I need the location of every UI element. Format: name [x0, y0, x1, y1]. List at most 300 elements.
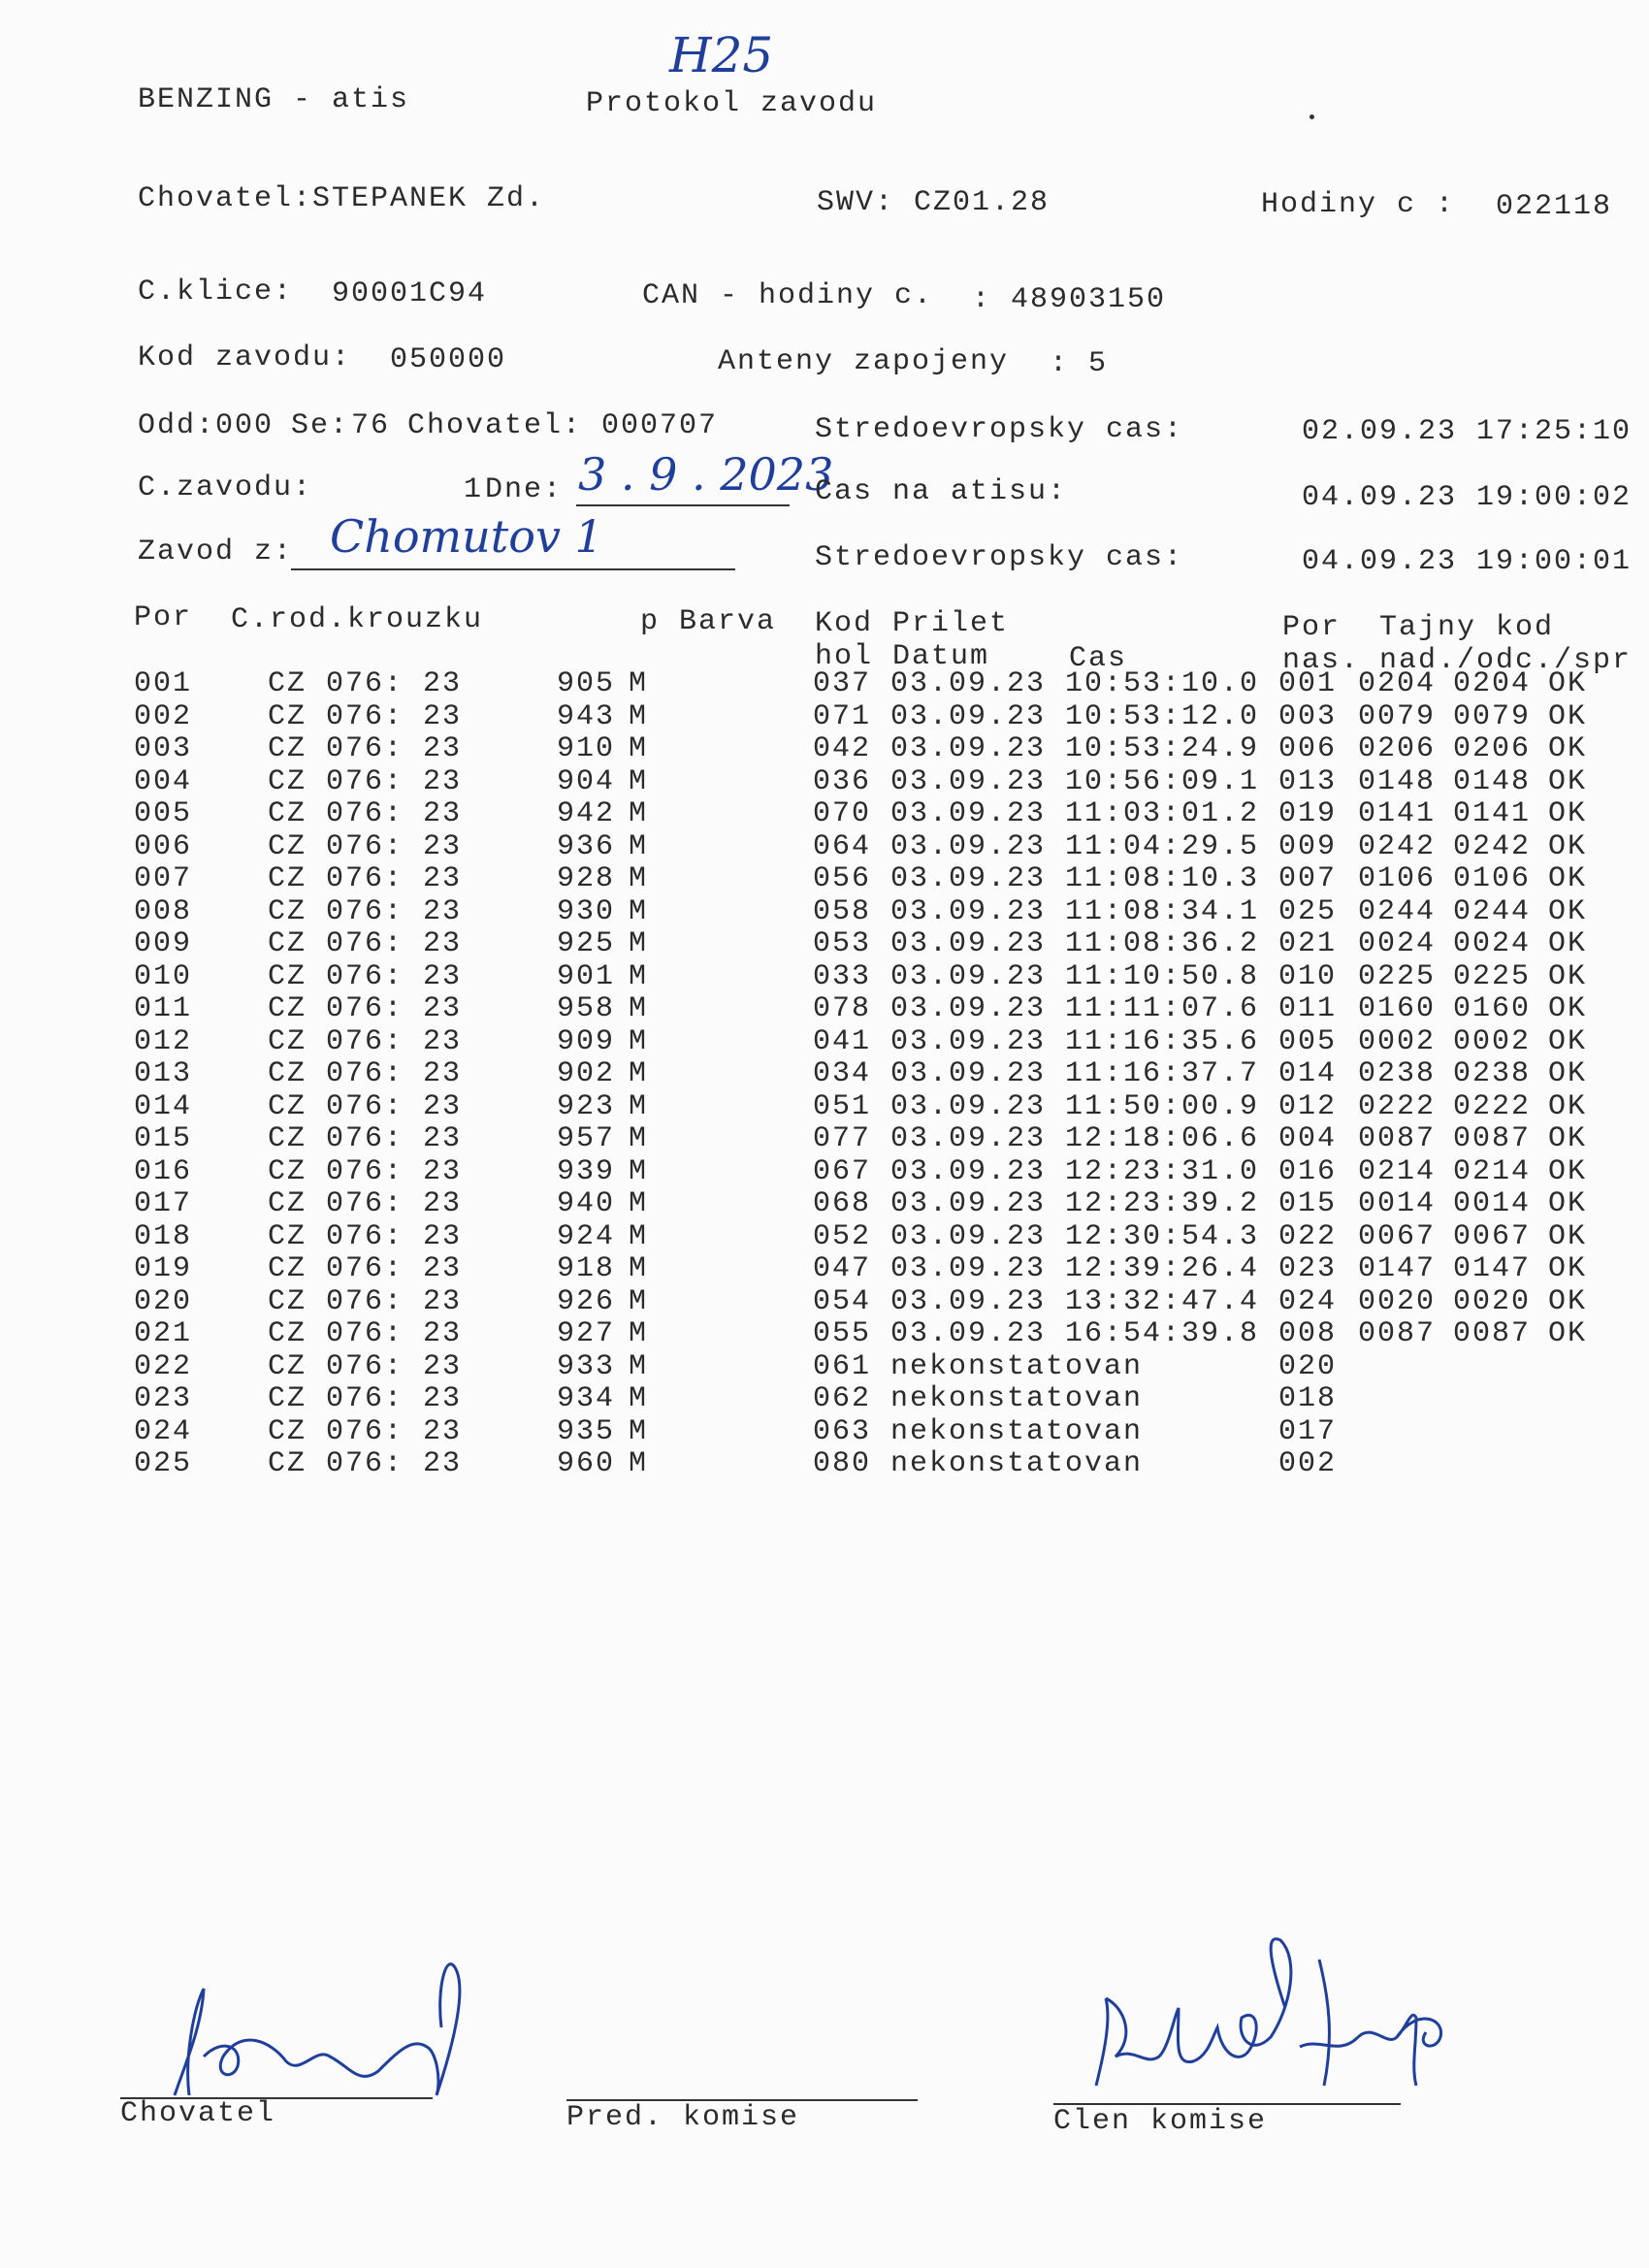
row-secret-2: 0024 [1453, 927, 1532, 960]
row-date: 03.09.23 [890, 1122, 1047, 1155]
table-row [0, 1415, 1649, 1448]
row-secret-2: 0067 [1453, 1219, 1532, 1253]
row-secret-1: 0242 [1358, 829, 1437, 863]
row-sex: M [629, 1317, 649, 1350]
row-status: OK [1548, 1284, 1588, 1318]
row-ring: CZ 076: 23 [268, 699, 463, 733]
row-ring-number: 943 [557, 699, 616, 733]
breeder-label: Chovatel: [138, 182, 313, 215]
row-ring-number: 910 [557, 732, 616, 765]
race-no-label: C.zavodu: [138, 471, 313, 504]
row-secret-1: 0214 [1358, 1154, 1437, 1188]
row-ring-number: 960 [557, 1447, 616, 1480]
row-sex: M [629, 732, 649, 765]
table-row [0, 797, 1649, 830]
table-row [0, 992, 1649, 1025]
row-date: 03.09.23 [890, 699, 1047, 733]
row-kod: 054 [813, 1284, 872, 1318]
row-secret-1: 0002 [1358, 1024, 1437, 1058]
row-time: 10:53:24.9 [1065, 732, 1260, 765]
row-date: 03.09.23 [890, 1284, 1047, 1318]
row-ring: CZ 076: 23 [268, 1154, 463, 1188]
row-ring: CZ 076: 23 [268, 1349, 463, 1383]
row-ring-number: 902 [557, 1057, 616, 1090]
row-kod: 062 [813, 1382, 872, 1415]
row-date: nekonstatovan [890, 1382, 1144, 1415]
row-secret-2: 0141 [1453, 797, 1532, 830]
row-sex: M [629, 1219, 649, 1253]
row-secret-2: 0087 [1453, 1317, 1532, 1350]
row-time: 12:18:06.6 [1065, 1122, 1260, 1155]
row-sex: M [629, 1187, 649, 1220]
row-secret-2: 0014 [1453, 1187, 1532, 1220]
row-status: OK [1548, 1024, 1588, 1058]
row-time: 10:56:09.1 [1065, 764, 1260, 798]
row-status: OK [1548, 667, 1588, 700]
row-time: 11:08:34.1 [1065, 894, 1260, 928]
chair-signature-label: Pred. komise [566, 2101, 800, 2134]
row-status: OK [1548, 959, 1588, 993]
row-ring: CZ 076: 23 [268, 862, 463, 895]
row-ring: CZ 076: 23 [268, 1284, 463, 1318]
row-por: 003 [134, 732, 193, 765]
ceu-time-value-1: 02.09.23 17:25:10 [1302, 415, 1633, 448]
page-title: Protokol zavodu [586, 87, 878, 120]
row-position: 021 [1278, 927, 1338, 960]
row-secret-2: 0244 [1453, 894, 1532, 928]
row-ring-number: 939 [557, 1154, 616, 1188]
row-time: 11:10:50.8 [1065, 959, 1260, 993]
row-sex: M [629, 1122, 649, 1155]
member-signature-label: Clen komise [1053, 2105, 1268, 2138]
row-ring-number: 905 [557, 667, 616, 700]
row-time: 11:16:35.6 [1065, 1024, 1260, 1058]
row-position: 003 [1278, 699, 1338, 733]
speck-dot [1310, 114, 1314, 119]
row-secret-2: 0079 [1453, 699, 1532, 733]
row-time: 11:16:37.7 [1065, 1057, 1260, 1090]
table-row [0, 1285, 1649, 1318]
row-por: 015 [134, 1122, 193, 1155]
race-from-underline [291, 568, 735, 570]
row-secret-1: 0222 [1358, 1089, 1437, 1123]
row-secret-1: 0087 [1358, 1317, 1437, 1350]
row-sex: M [629, 1284, 649, 1318]
row-date: 03.09.23 [890, 1317, 1047, 1350]
row-date: 03.09.23 [890, 927, 1047, 960]
row-por: 012 [134, 1024, 193, 1058]
row-kod: 067 [813, 1154, 872, 1188]
row-ring: CZ 076: 23 [268, 732, 463, 765]
row-date: 03.09.23 [890, 992, 1047, 1025]
row-sex: M [629, 1154, 649, 1188]
row-secret-2: 0238 [1453, 1057, 1532, 1090]
row-secret-1: 0204 [1358, 667, 1437, 700]
row-sex: M [629, 1024, 649, 1058]
table-row [0, 1090, 1649, 1123]
row-date: 03.09.23 [890, 862, 1047, 895]
row-kod: 078 [813, 992, 872, 1025]
row-position: 002 [1278, 1447, 1338, 1480]
row-time: 10:53:12.0 [1065, 699, 1260, 733]
row-secret-2: 0242 [1453, 829, 1532, 863]
row-por: 017 [134, 1187, 193, 1220]
row-ring: CZ 076: 23 [268, 927, 463, 960]
row-status: OK [1548, 1122, 1588, 1155]
table-row [0, 960, 1649, 993]
row-status: OK [1548, 797, 1588, 830]
row-position: 004 [1278, 1122, 1338, 1155]
row-ring: CZ 076: 23 [268, 1089, 463, 1123]
row-kod: 058 [813, 894, 872, 928]
row-position: 007 [1278, 862, 1338, 895]
swv-label: SWV: [817, 186, 895, 219]
odd-value: 000 [215, 409, 275, 442]
row-secret-1: 0244 [1358, 894, 1437, 928]
row-status: OK [1548, 764, 1588, 798]
row-por: 018 [134, 1219, 193, 1253]
row-sex: M [629, 927, 649, 960]
row-ring-number: 933 [557, 1349, 616, 1383]
atis-time-label: Cas na atisu: [815, 475, 1068, 508]
table-row [0, 1382, 1649, 1415]
table-row [0, 862, 1649, 895]
row-time: 10:53:10.0 [1065, 667, 1260, 700]
row-sex: M [629, 1349, 649, 1383]
row-sex: M [629, 1414, 649, 1448]
row-sex: M [629, 1089, 649, 1123]
row-secret-1: 0020 [1358, 1284, 1437, 1318]
race-no-value: 1 [464, 473, 484, 506]
row-position: 024 [1278, 1284, 1338, 1318]
race-from-label: Zavod z: [138, 535, 294, 568]
row-position: 013 [1278, 764, 1338, 798]
row-position: 011 [1278, 992, 1338, 1025]
row-secret-2: 0020 [1453, 1284, 1532, 1318]
row-position: 018 [1278, 1382, 1338, 1415]
row-kod: 051 [813, 1089, 872, 1123]
row-status: OK [1548, 1252, 1588, 1285]
row-por: 023 [134, 1382, 193, 1415]
row-date: 03.09.23 [890, 732, 1047, 765]
col-cas: Cas [1069, 642, 1128, 675]
row-kod: 063 [813, 1414, 872, 1448]
row-kod: 042 [813, 732, 872, 765]
row-position: 025 [1278, 894, 1338, 928]
row-ring-number: 935 [557, 1414, 616, 1448]
row-position: 010 [1278, 959, 1338, 993]
row-sex: M [629, 797, 649, 830]
row-secret-1: 0148 [1358, 764, 1437, 798]
row-secret-1: 0238 [1358, 1057, 1437, 1090]
row-secret-1: 0087 [1358, 1122, 1437, 1155]
race-code-value: 050000 [390, 343, 507, 376]
row-secret-2: 0160 [1453, 992, 1532, 1025]
row-secret-2: 0214 [1453, 1154, 1532, 1188]
row-por: 006 [134, 829, 193, 863]
chovatel-id-label: Chovatel: [407, 409, 583, 442]
day-underline [576, 504, 790, 506]
row-kod: 061 [813, 1349, 872, 1383]
row-secret-2: 0225 [1453, 959, 1532, 993]
table-row [0, 895, 1649, 928]
row-ring-number: 940 [557, 1187, 616, 1220]
day-handwritten: 3 . 9 . 2023 [578, 448, 834, 501]
row-ring: CZ 076: 23 [268, 1219, 463, 1253]
row-ring: CZ 076: 23 [268, 1122, 463, 1155]
row-position: 009 [1278, 829, 1338, 863]
row-sex: M [629, 862, 649, 895]
row-secret-1: 0014 [1358, 1187, 1437, 1220]
row-por: 001 [134, 667, 193, 700]
clock-label: Hodiny c : [1261, 188, 1456, 221]
row-kod: 077 [813, 1122, 872, 1155]
row-position: 023 [1278, 1252, 1338, 1285]
row-ring: CZ 076: 23 [268, 797, 463, 830]
row-ring-number: 958 [557, 992, 616, 1025]
breeder-signature [146, 1950, 495, 2095]
row-time: 12:23:31.0 [1065, 1154, 1260, 1188]
row-position: 008 [1278, 1317, 1338, 1350]
row-sex: M [629, 959, 649, 993]
row-por: 024 [134, 1414, 193, 1448]
row-date: 03.09.23 [890, 1057, 1047, 1090]
row-status: OK [1548, 829, 1588, 863]
row-ring: CZ 076: 23 [268, 829, 463, 863]
brand-label: BENZING - atis [138, 83, 410, 116]
row-ring-number: 936 [557, 829, 616, 863]
col-nad: nad./odc./spr [1379, 644, 1633, 677]
row-secret-1: 0024 [1358, 927, 1437, 960]
row-ring-number: 927 [557, 1317, 616, 1350]
row-position: 015 [1278, 1187, 1338, 1220]
row-ring-number: 918 [557, 1252, 616, 1285]
row-time: 12:39:26.4 [1065, 1252, 1260, 1285]
table-row [0, 1220, 1649, 1253]
row-ring-number: 926 [557, 1284, 616, 1318]
can-label: CAN - hodiny c. [642, 279, 934, 312]
row-secret-2: 0147 [1453, 1252, 1532, 1285]
row-por: 014 [134, 1089, 193, 1123]
ceu-time-value-2: 04.09.23 19:00:01 [1302, 545, 1633, 578]
row-position: 014 [1278, 1057, 1338, 1090]
row-sex: M [629, 1447, 649, 1480]
row-status: OK [1548, 992, 1588, 1025]
breeder-name: STEPANEK Zd. [312, 182, 546, 215]
row-secret-2: 0148 [1453, 764, 1532, 798]
odd-label: Odd: [138, 409, 216, 442]
row-time: 16:54:39.8 [1065, 1317, 1260, 1350]
row-ring: CZ 076: 23 [268, 1382, 463, 1415]
row-kod: 047 [813, 1252, 872, 1285]
row-ring: CZ 076: 23 [268, 1252, 463, 1285]
row-kod: 053 [813, 927, 872, 960]
row-por: 011 [134, 992, 193, 1025]
row-status: OK [1548, 1057, 1588, 1090]
table-row [0, 830, 1649, 863]
col-prilet: Prilet [892, 607, 1010, 640]
table-row [0, 1317, 1649, 1350]
row-sex: M [629, 764, 649, 798]
clock-value: 022118 [1496, 190, 1613, 223]
row-por: 005 [134, 797, 193, 830]
row-por: 007 [134, 862, 193, 895]
row-por: 016 [134, 1154, 193, 1188]
atis-time-value: 04.09.23 19:00:02 [1302, 481, 1633, 514]
col-por: Por [134, 601, 193, 634]
row-status: OK [1548, 699, 1588, 733]
table-row [0, 1350, 1649, 1383]
row-secret-1: 0160 [1358, 992, 1437, 1025]
table-row [0, 1155, 1649, 1188]
ceu-time-label-2: Stredoevropsky cas: [815, 541, 1184, 574]
row-position: 022 [1278, 1219, 1338, 1253]
row-ring: CZ 076: 23 [268, 1187, 463, 1220]
se-label: Se: [291, 409, 350, 442]
row-date: nekonstatovan [890, 1349, 1144, 1383]
row-por: 009 [134, 927, 193, 960]
row-secret-1: 0079 [1358, 699, 1437, 733]
row-por: 022 [134, 1349, 193, 1383]
row-status: OK [1548, 1154, 1588, 1188]
row-position: 020 [1278, 1349, 1338, 1383]
row-time: 11:50:00.9 [1065, 1089, 1260, 1123]
row-status: OK [1548, 862, 1588, 895]
row-date: 03.09.23 [890, 894, 1047, 928]
row-sex: M [629, 1382, 649, 1415]
row-time: 11:08:36.2 [1065, 927, 1260, 960]
row-position: 012 [1278, 1089, 1338, 1123]
row-por: 019 [134, 1252, 193, 1285]
row-date: 03.09.23 [890, 1219, 1047, 1253]
row-sex: M [629, 992, 649, 1025]
row-time: 11:03:01.2 [1065, 797, 1260, 830]
row-secret-2: 0222 [1453, 1089, 1532, 1123]
table-row [0, 1122, 1649, 1155]
row-ring-number: 934 [557, 1382, 616, 1415]
row-ring-number: 909 [557, 1024, 616, 1058]
row-date: nekonstatovan [890, 1447, 1144, 1480]
row-por: 004 [134, 764, 193, 798]
row-ring: CZ 076: 23 [268, 1057, 463, 1090]
row-position: 019 [1278, 797, 1338, 830]
row-por: 002 [134, 699, 193, 733]
row-position: 001 [1278, 667, 1338, 700]
row-secret-2: 0106 [1453, 862, 1532, 895]
row-ring-number: 923 [557, 1089, 616, 1123]
row-kod: 036 [813, 764, 872, 798]
row-sex: M [629, 829, 649, 863]
table-row [0, 1187, 1649, 1220]
table-row [0, 765, 1649, 798]
row-ring-number: 904 [557, 764, 616, 798]
row-secret-2: 0087 [1453, 1122, 1532, 1155]
row-ring-number: 957 [557, 1122, 616, 1155]
day-label: Dne: [485, 473, 564, 506]
table-row [0, 927, 1649, 960]
row-secret-2: 0002 [1453, 1024, 1532, 1058]
col-kod: Kod [815, 607, 874, 640]
row-sex: M [629, 667, 649, 700]
row-date: 03.09.23 [890, 1089, 1047, 1123]
row-date: 03.09.23 [890, 1252, 1047, 1285]
row-position: 005 [1278, 1024, 1338, 1058]
handwritten-code: H25 [669, 27, 774, 83]
table-row [0, 1057, 1649, 1090]
row-por: 020 [134, 1284, 193, 1318]
col-nas: nas. [1282, 644, 1361, 677]
swv-value: CZ01.28 [914, 186, 1051, 219]
row-kod: 064 [813, 829, 872, 863]
row-status: OK [1548, 1219, 1588, 1253]
row-ring-number: 928 [557, 862, 616, 895]
table-row [0, 732, 1649, 765]
table-row [0, 1447, 1649, 1480]
row-kod: 071 [813, 699, 872, 733]
row-kod: 070 [813, 797, 872, 830]
row-time: 13:32:47.4 [1065, 1284, 1260, 1318]
row-kod: 037 [813, 667, 872, 700]
row-sex: M [629, 699, 649, 733]
row-status: OK [1548, 1317, 1588, 1350]
row-por: 008 [134, 894, 193, 928]
row-ring-number: 942 [557, 797, 616, 830]
row-date: 03.09.23 [890, 667, 1047, 700]
chovatel-id-value: 000707 [601, 409, 719, 442]
row-secret-1: 0225 [1358, 959, 1437, 993]
row-kod: 041 [813, 1024, 872, 1058]
row-ring-number: 930 [557, 894, 616, 928]
row-ring: CZ 076: 23 [268, 1024, 463, 1058]
row-por: 010 [134, 959, 193, 993]
can-value: : 48903150 [972, 283, 1167, 316]
row-por: 025 [134, 1447, 193, 1480]
antennas-value: : 5 [1050, 347, 1109, 380]
col-datum: Datum [892, 640, 990, 673]
col-por2: Por [1282, 611, 1342, 644]
table-row [0, 1025, 1649, 1058]
row-ring: CZ 076: 23 [268, 992, 463, 1025]
member-signature [1067, 1921, 1474, 2115]
row-time: 11:08:10.3 [1065, 862, 1260, 895]
col-p-barva: p Barva [640, 605, 777, 638]
row-date: nekonstatovan [890, 1414, 1144, 1448]
row-date: 03.09.23 [890, 764, 1047, 798]
race-from-handwritten: Chomutov 1 [330, 510, 603, 563]
row-time: 11:04:29.5 [1065, 829, 1260, 863]
row-secret-2: 0204 [1453, 667, 1532, 700]
row-ring-number: 925 [557, 927, 616, 960]
table-row [0, 700, 1649, 733]
row-time: 12:23:39.2 [1065, 1187, 1260, 1220]
row-kod: 033 [813, 959, 872, 993]
row-status: OK [1548, 732, 1588, 765]
row-sex: M [629, 1057, 649, 1090]
row-ring-number: 901 [557, 959, 616, 993]
row-date: 03.09.23 [890, 1154, 1047, 1188]
race-code-label: Kod zavodu: [138, 341, 352, 374]
col-hol: hol [815, 640, 874, 673]
row-position: 016 [1278, 1154, 1338, 1188]
row-kod: 056 [813, 862, 872, 895]
row-position: 017 [1278, 1414, 1338, 1448]
row-status: OK [1548, 1089, 1588, 1123]
row-status: OK [1548, 927, 1588, 960]
row-kod: 034 [813, 1057, 872, 1090]
row-secret-1: 0147 [1358, 1252, 1437, 1285]
row-kod: 052 [813, 1219, 872, 1253]
row-date: 03.09.23 [890, 1187, 1047, 1220]
